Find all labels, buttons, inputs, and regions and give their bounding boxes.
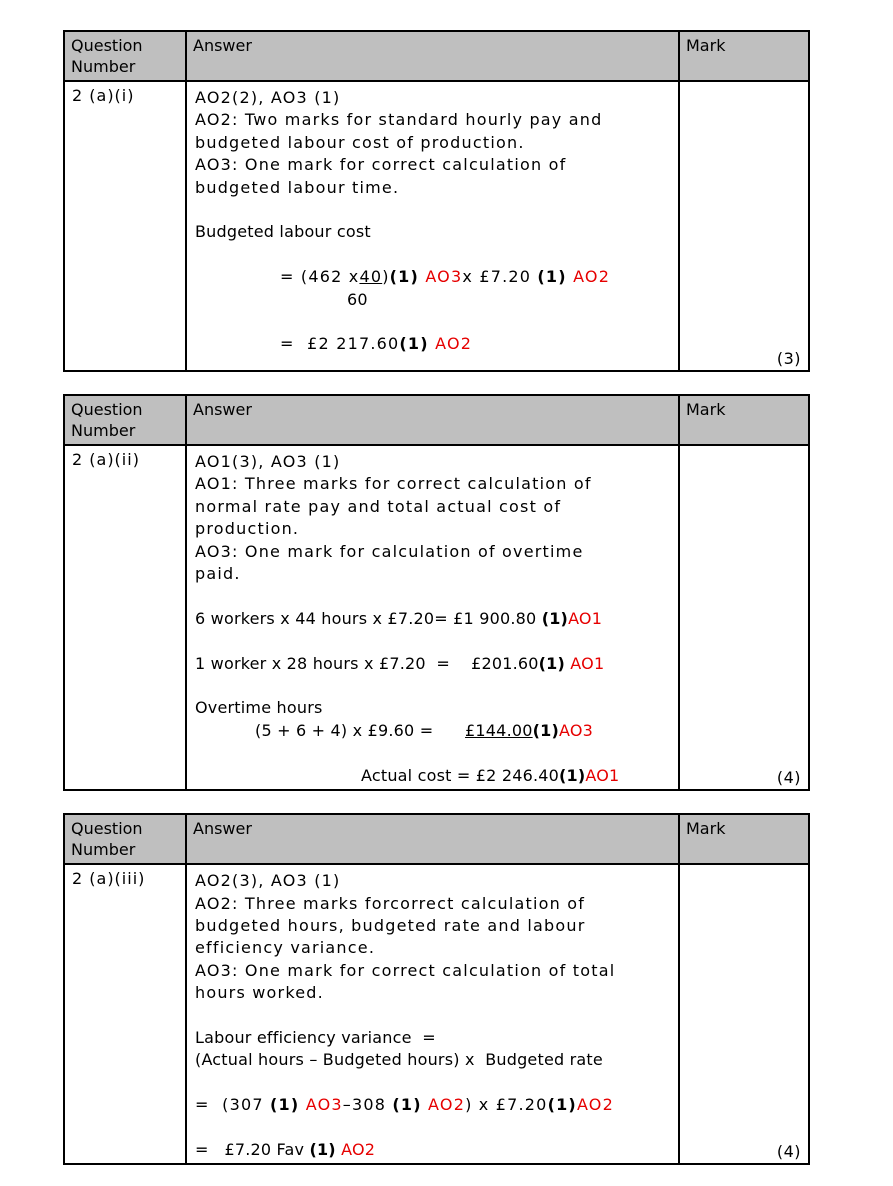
- table-body-row: [64, 864, 809, 1164]
- ao-mark-label: AO2: [428, 1095, 466, 1115]
- answer-line: [195, 960, 670, 982]
- answer-cell: [186, 81, 679, 371]
- answer-text: budgeted labour cost of production.: [195, 132, 525, 152]
- ao-mark-label: AO3: [425, 267, 463, 287]
- question-number-header: Question Number: [64, 814, 186, 864]
- answer-text: AO3: One mark for calculation of overtime: [195, 541, 584, 561]
- ao-mark-label: AO2: [341, 1139, 376, 1159]
- mark-scheme-table-2aiii: [63, 813, 810, 1165]
- answer-text: production.: [195, 519, 300, 539]
- ao-mark-label: AO1: [570, 653, 605, 673]
- answer-line: [195, 1139, 670, 1161]
- answer-text: AO2(3), AO3 (1): [195, 871, 341, 891]
- answer-text: ) x £7.20: [465, 1095, 548, 1115]
- answer-text: AO3: One mark for correct calculation of: [195, 155, 567, 175]
- answer-text: AO2(2), AO3 (1): [195, 88, 341, 107]
- answer-line: [195, 518, 670, 540]
- answer-line: [195, 87, 670, 109]
- answer-text: (1): [547, 1095, 577, 1115]
- answer-line: [195, 266, 670, 288]
- answer-line: [195, 333, 670, 355]
- answer-text: Labour efficiency variance =: [195, 1027, 436, 1047]
- table-body-row: [64, 445, 809, 790]
- answer-text: efficiency variance.: [195, 938, 376, 958]
- answer-line: [195, 915, 670, 937]
- ao-mark-label: AO3: [305, 1095, 343, 1115]
- answer-line: [195, 585, 670, 607]
- answer-line: [195, 289, 670, 311]
- mark-value: (4): [776, 768, 801, 788]
- answer-line: [195, 1005, 670, 1027]
- mark-header: Mark: [679, 814, 809, 864]
- answer-text: (1): [537, 267, 567, 287]
- answer-line: [195, 697, 670, 719]
- answer-text: 6 workers x 44 hours x £7.20= £1 900.80: [195, 608, 542, 628]
- answer-text: hours worked.: [195, 983, 324, 1003]
- answer-text: Actual cost = £2 246.40: [361, 765, 560, 785]
- mark-cell: [679, 864, 809, 1164]
- answer-line: [195, 1049, 670, 1071]
- answer-text: (1): [532, 720, 559, 740]
- answer-text: ): [382, 267, 390, 287]
- answer-text: budgeted hours, budgeted rate and labour: [195, 915, 586, 935]
- answer-text: AO1: Three marks for correct calculation of: [195, 474, 592, 494]
- mark-value: (3): [776, 349, 801, 368]
- answer-text: AO2: Two marks for standard hourly pay and: [195, 110, 603, 130]
- answer-line: [195, 244, 670, 266]
- answer-text: (1): [538, 653, 565, 673]
- mark-cell: [679, 81, 809, 371]
- answer-line: [195, 720, 670, 742]
- answer-line: [195, 221, 670, 243]
- answer-line: [195, 675, 670, 697]
- answer-line: [195, 563, 670, 585]
- question-number: 2 (a)(i): [64, 81, 186, 371]
- answer-line: [195, 870, 670, 892]
- mark-cell: [679, 445, 809, 790]
- question-number: 2 (a)(iii): [64, 864, 186, 1164]
- answer-line: [195, 893, 670, 915]
- answer-line: [195, 199, 670, 221]
- answer-line: [195, 177, 670, 199]
- answer-header: Answer: [186, 31, 679, 81]
- answer-text: paid.: [195, 564, 241, 584]
- ao-mark-label: AO2: [576, 1095, 614, 1115]
- answer-text: 60: [347, 289, 368, 309]
- answer-line: [195, 473, 670, 495]
- answer-line: [195, 154, 670, 176]
- answer-line: [195, 608, 670, 630]
- answer-line: [195, 937, 670, 959]
- answer-text: (1): [270, 1095, 300, 1115]
- question-number-header: Question Number: [64, 395, 186, 445]
- answer-text: (1): [389, 267, 420, 287]
- answer-text: normal rate pay and total actual cost of: [195, 496, 562, 516]
- table-header-row: [64, 395, 809, 445]
- answer-text: x £7.20: [462, 267, 538, 287]
- question-number-header: Question Number: [64, 31, 186, 81]
- answer-line: [195, 1117, 670, 1139]
- mark-scheme-table-2ai: [63, 30, 810, 372]
- answer-cell: [186, 445, 679, 790]
- answer-header: Answer: [186, 395, 679, 445]
- answer-text: = £7.20 Fav: [195, 1139, 310, 1159]
- mark-value: (4): [776, 1142, 801, 1162]
- mark-header: Mark: [679, 31, 809, 81]
- answer-line: [195, 742, 670, 764]
- mark-header: Mark: [679, 395, 809, 445]
- answer-line: [195, 132, 670, 154]
- answer-line: [195, 541, 670, 563]
- answer-text: 1 worker x 28 hours x £7.20 = £201.60: [195, 653, 539, 673]
- answer-line: [195, 765, 670, 787]
- ao-mark-label: AO2: [435, 334, 473, 354]
- answer-text: = (462 x: [280, 267, 360, 287]
- answer-line: [195, 982, 670, 1004]
- answer-line: [195, 1094, 670, 1116]
- table-body-row: [64, 81, 809, 371]
- answer-text: (1): [309, 1139, 336, 1159]
- answer-text: Budgeted labour cost: [195, 222, 371, 242]
- answer-text: = (307: [195, 1095, 271, 1115]
- answer-line: [195, 653, 670, 675]
- answer-line: [195, 630, 670, 652]
- mark-scheme-table-2aii: [63, 394, 810, 791]
- question-number: 2 (a)(ii): [64, 445, 186, 790]
- answer-line: [195, 1027, 670, 1049]
- answer-text: AO2: Three marks forcorrect calculation of: [195, 893, 586, 913]
- answer-text: (1): [541, 608, 569, 628]
- ao-mark-label: AO1: [568, 608, 603, 628]
- answer-cell: [186, 864, 679, 1164]
- answer-line: [195, 109, 670, 131]
- ao-mark-label: AO3: [558, 720, 594, 740]
- ao-mark-label: AO1: [585, 765, 620, 785]
- answer-header: Answer: [186, 814, 679, 864]
- answer-text: (1): [559, 765, 586, 785]
- answer-line: [195, 496, 670, 518]
- answer-text: AO1(3), AO3 (1): [195, 452, 341, 471]
- table-header-row: [64, 31, 809, 81]
- answer-text: budgeted labour time.: [195, 177, 400, 197]
- answer-text: Overtime hours: [195, 698, 323, 718]
- answer-line: [195, 1072, 670, 1094]
- answer-text: = £2 217.60: [280, 334, 400, 354]
- answer-line: [195, 451, 670, 473]
- answer-text: (5 + 6 + 4) x £9.60 =: [255, 720, 466, 740]
- answer-text: (1): [392, 1095, 422, 1115]
- answer-text: £144.00: [465, 720, 533, 740]
- answer-line: [195, 311, 670, 333]
- answer-text: (1): [399, 334, 429, 354]
- answer-text: 40: [359, 267, 383, 287]
- table-header-row: [64, 814, 809, 864]
- ao-mark-label: AO2: [573, 267, 611, 287]
- answer-text: AO3: One mark for correct calculation of total: [195, 960, 616, 980]
- answer-text: –308: [342, 1095, 393, 1115]
- answer-text: (Actual hours – Budgeted hours) x Budgeted rate: [195, 1050, 603, 1070]
